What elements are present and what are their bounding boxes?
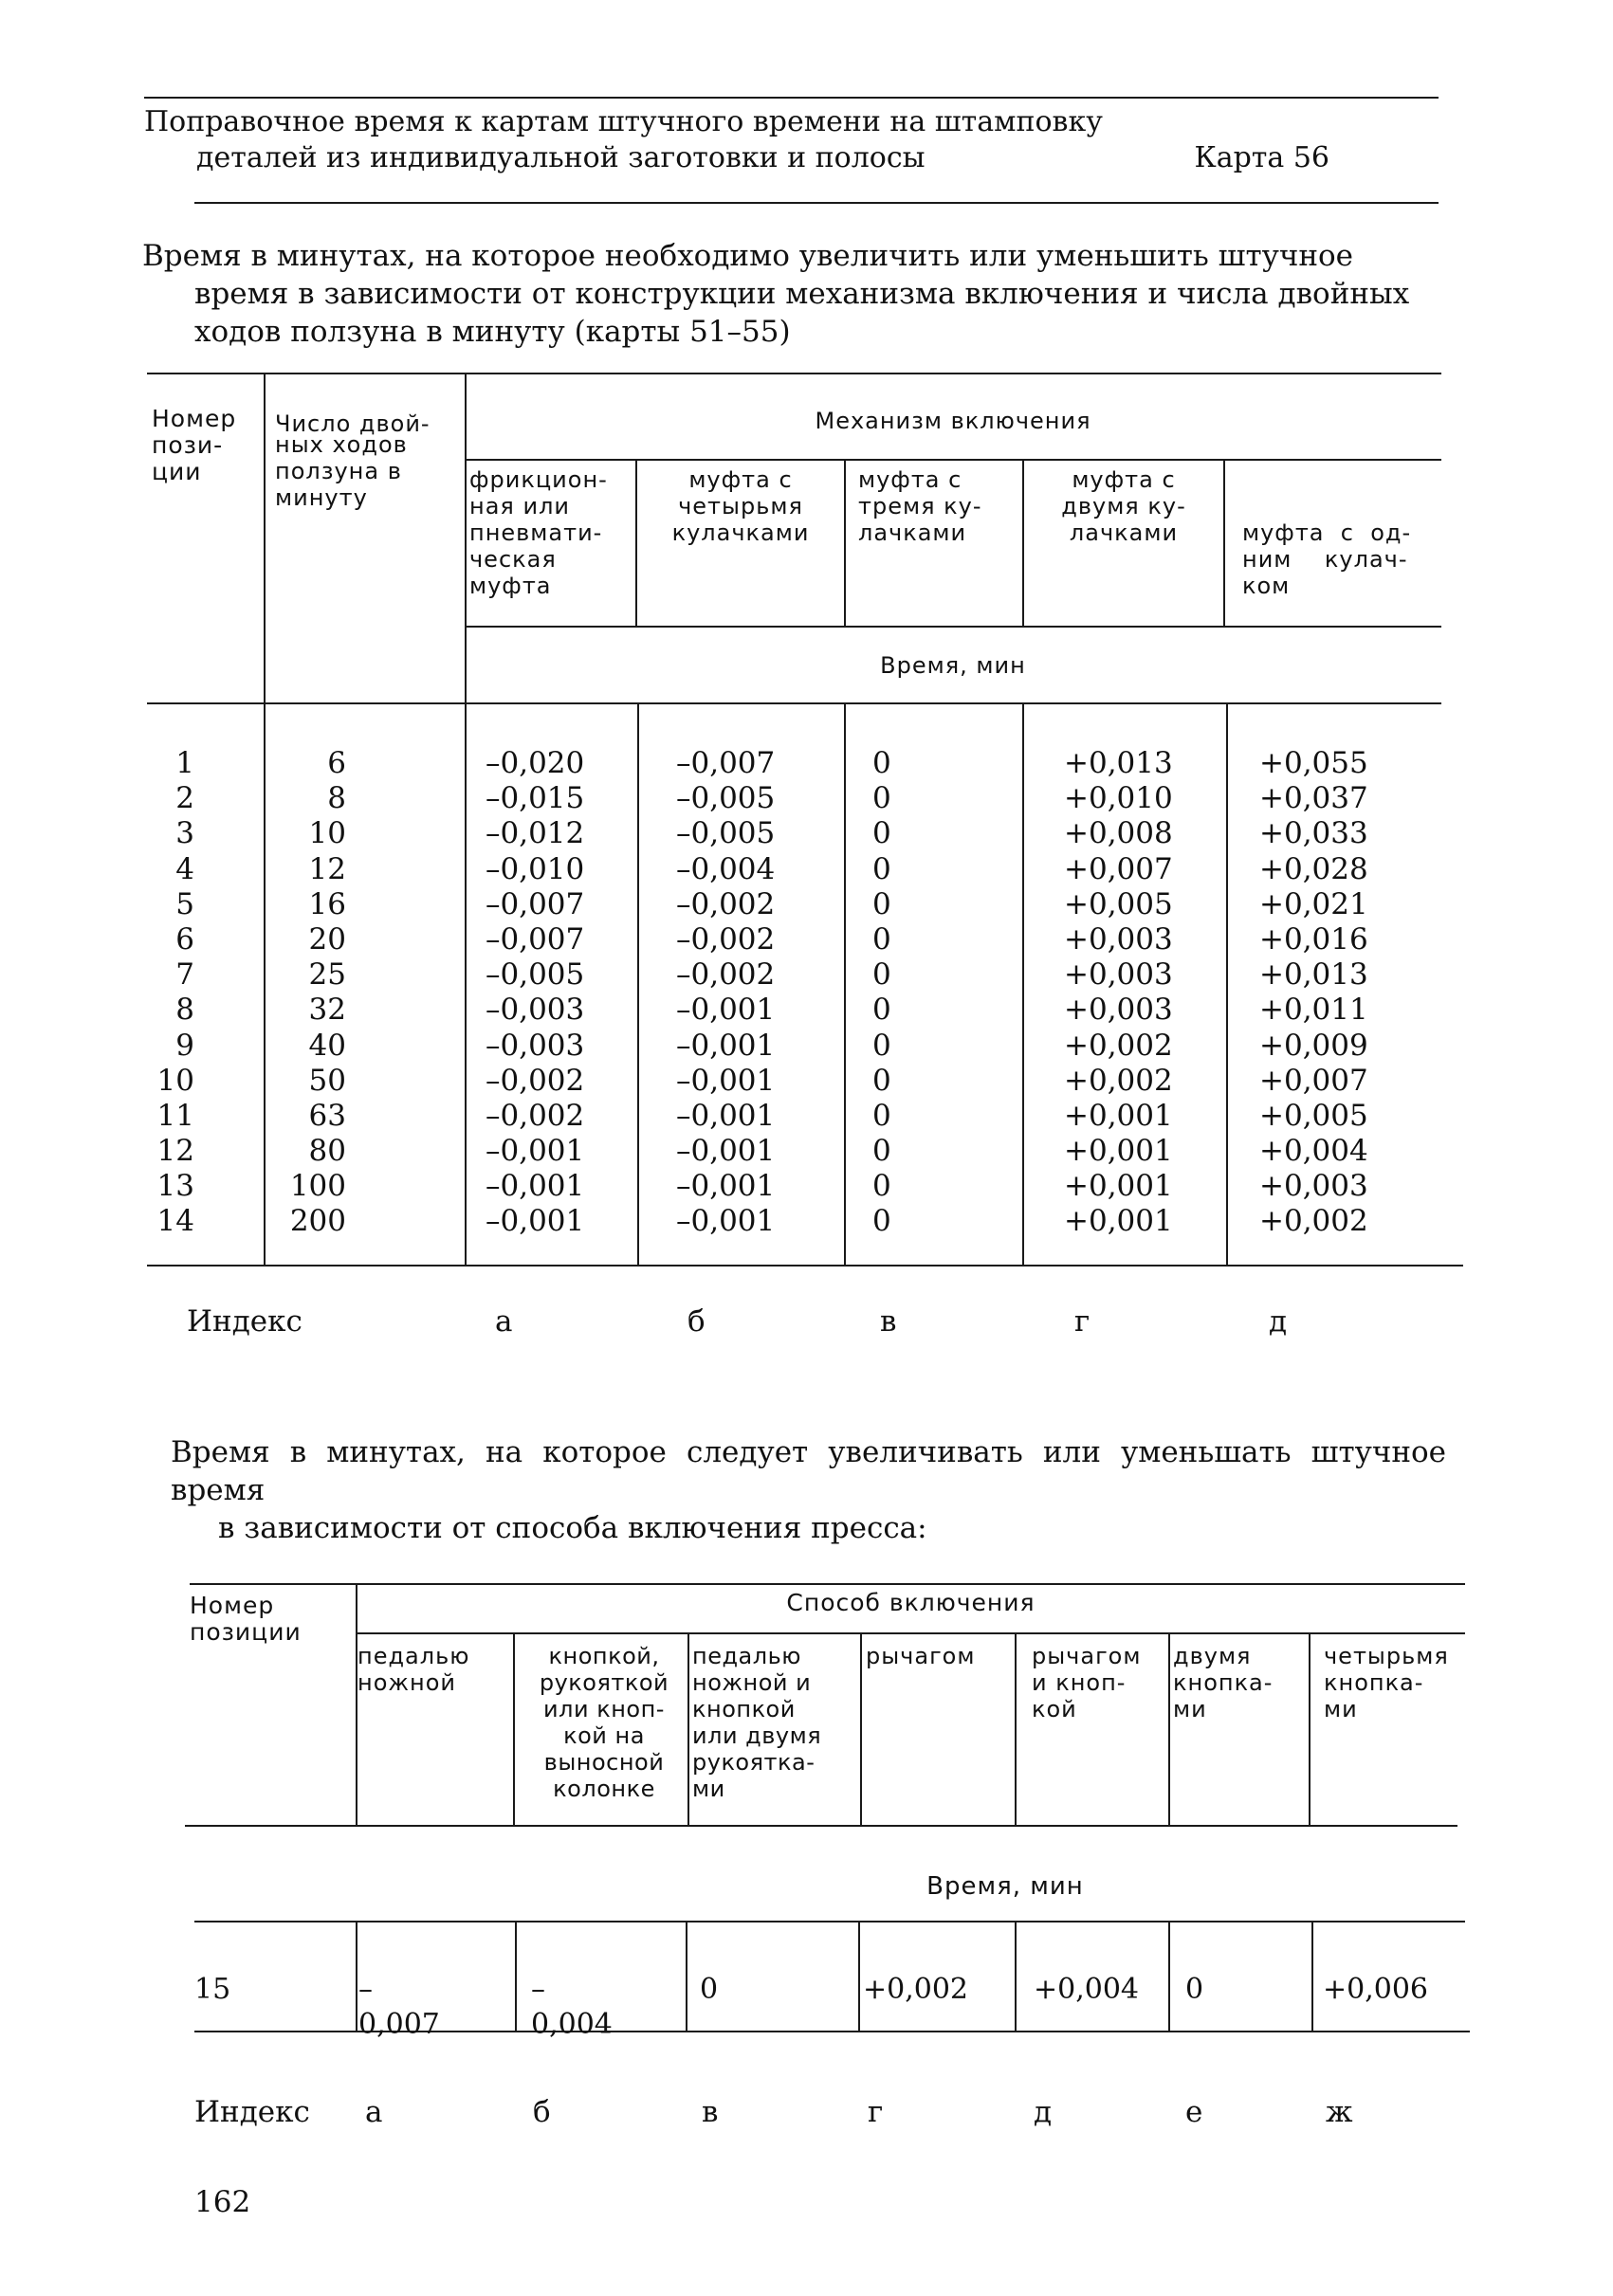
value-three-cams: 0 <box>872 957 891 993</box>
column-three-cams <box>872 746 929 1240</box>
row-position: 2 <box>175 781 194 816</box>
header-strokes: Число двой- ных ходов ползуна в минуту <box>275 410 431 511</box>
value-four-cams: –0,002 <box>676 957 776 993</box>
row-strokes: 200 <box>289 1204 346 1239</box>
row-strokes: 12 <box>308 851 346 886</box>
table1-vline-5b <box>1022 704 1024 1266</box>
index-a-1: а <box>495 1304 513 1339</box>
column-strokes <box>266 746 346 1240</box>
row-position: 8 <box>175 993 194 1028</box>
t2-value-button-handle: –0,004 <box>531 1973 613 2041</box>
value-two-cams: +0,001 <box>1064 1134 1173 1169</box>
row-position: 11 <box>156 1098 194 1133</box>
t2-header-time: Время, мин <box>926 1872 1084 1901</box>
row-strokes: 63 <box>308 1098 346 1133</box>
header-col-b: муфта с четырьмя кулачками <box>671 466 810 546</box>
value-three-cams: 0 <box>872 1063 891 1098</box>
row-position: 14 <box>156 1204 194 1239</box>
index-label-1: Индекс <box>187 1304 302 1339</box>
value-four-cams: –0,001 <box>676 1134 776 1169</box>
value-friction: –0,012 <box>486 816 585 851</box>
table2-vline-3b <box>686 1922 687 2032</box>
row-position: 7 <box>175 957 194 993</box>
value-one-cam: +0,021 <box>1259 886 1368 921</box>
value-four-cams: –0,001 <box>676 1063 776 1098</box>
value-two-cams: +0,007 <box>1064 851 1173 886</box>
card-number: Карта 56 <box>1194 141 1329 174</box>
row-position: 9 <box>175 1028 194 1063</box>
value-four-cams: –0,002 <box>676 921 776 957</box>
section2-intro-line-2: в зависимости от способа включения пресса: <box>218 1511 927 1545</box>
value-two-cams: +0,008 <box>1064 816 1173 851</box>
value-two-cams: +0,001 <box>1064 1204 1173 1239</box>
value-three-cams: 0 <box>872 781 891 816</box>
value-three-cams: 0 <box>872 921 891 957</box>
page-title <box>144 104 1424 176</box>
table1-vline-4b <box>844 704 846 1266</box>
row-position: 5 <box>175 886 194 921</box>
value-one-cam: +0,003 <box>1259 1169 1368 1204</box>
t2-header-col-d: рычагом и кноп- кой <box>1032 1643 1142 1722</box>
index-zh-2: ж <box>1326 2095 1353 2129</box>
column-friction <box>486 746 628 1240</box>
value-friction: –0,005 <box>486 957 585 993</box>
header-bottom-rule <box>194 202 1439 204</box>
t2-header-col-a: педалью ножной <box>357 1643 470 1696</box>
value-friction: –0,001 <box>486 1134 585 1169</box>
t2-header-col-b: кнопкой, рукояткой или кноп- кой на выносной колонке <box>539 1643 669 1802</box>
row-position: 1 <box>175 746 194 780</box>
row-position: 13 <box>156 1169 194 1204</box>
value-one-cam: +0,002 <box>1259 1204 1368 1239</box>
table2-vline-5 <box>1015 1634 1017 1827</box>
value-four-cams: –0,001 <box>676 1204 776 1239</box>
section2-intro-line-1: Время в минутах, на которое следует увеличивать или уменьшать штучное время <box>171 1435 1446 1507</box>
value-three-cams: 0 <box>872 851 891 886</box>
index-d-1: д <box>1269 1304 1288 1339</box>
value-friction: –0,015 <box>486 781 585 816</box>
row-strokes: 16 <box>308 886 346 921</box>
page-number: 162 <box>194 2185 251 2219</box>
column-four-cams <box>676 746 818 1240</box>
index-g-2: г <box>868 2095 884 2129</box>
value-four-cams: –0,005 <box>676 816 776 851</box>
value-friction: –0,002 <box>486 1098 585 1133</box>
row-position: 12 <box>156 1134 194 1169</box>
value-four-cams: –0,007 <box>676 746 776 780</box>
t2-header-col-zh: четырьмя кнопка- ми <box>1324 1643 1449 1722</box>
index-v-1: в <box>880 1304 897 1339</box>
row-strokes: 32 <box>308 993 346 1028</box>
row-strokes: 20 <box>308 921 346 957</box>
value-three-cams: 0 <box>872 1098 891 1133</box>
value-three-cams: 0 <box>872 1204 891 1239</box>
column-one-cam <box>1259 746 1402 1240</box>
index-g-1: г <box>1074 1304 1091 1339</box>
table1-vline-2 <box>465 374 467 1266</box>
table2-vline-4b <box>858 1922 860 2032</box>
value-one-cam: +0,013 <box>1259 957 1368 993</box>
value-two-cams: +0,002 <box>1064 1063 1173 1098</box>
header-time: Время, мин <box>880 652 1026 679</box>
row-strokes: 6 <box>327 746 346 780</box>
value-one-cam: +0,016 <box>1259 921 1368 957</box>
value-one-cam: +0,011 <box>1259 993 1368 1028</box>
value-two-cams: +0,003 <box>1064 921 1173 957</box>
value-friction: –0,007 <box>486 921 585 957</box>
value-one-cam: +0,037 <box>1259 781 1368 816</box>
value-friction: –0,003 <box>486 993 585 1028</box>
table1-head-bottom-rule <box>147 702 1441 704</box>
value-four-cams: –0,001 <box>676 993 776 1028</box>
section1-intro-line-2: время в зависимости от конструкции механизма включения и числа двойных <box>194 277 1410 311</box>
table1-top-rule <box>147 373 1441 374</box>
table2-vline-2 <box>513 1634 515 1827</box>
index-b-1: б <box>687 1304 706 1339</box>
row-strokes: 40 <box>308 1028 346 1063</box>
row-position: 3 <box>175 816 194 851</box>
header-position: Номер пози- ции <box>152 405 237 485</box>
value-one-cam: +0,004 <box>1259 1134 1368 1169</box>
value-four-cams: –0,002 <box>676 886 776 921</box>
table1-vline-6 <box>1223 461 1225 627</box>
row-strokes: 50 <box>308 1063 346 1098</box>
value-friction: –0,003 <box>486 1028 585 1063</box>
row-position: 6 <box>175 921 194 957</box>
t2-header-col-g: рычагом <box>866 1643 976 1669</box>
index-label-2: Индекс <box>194 2095 310 2129</box>
value-one-cam: +0,033 <box>1259 816 1368 851</box>
value-friction: –0,010 <box>486 851 585 886</box>
value-three-cams: 0 <box>872 993 891 1028</box>
value-three-cams: 0 <box>872 1028 891 1063</box>
value-friction: –0,020 <box>486 746 585 780</box>
table2-head-bottom-rule <box>185 1825 1457 1827</box>
table1-vline-4 <box>844 461 846 627</box>
t2-header-col-v: педалью ножной и кнопкой или двумя рукоятка- ми <box>692 1643 822 1802</box>
header-col-d: муфта с од- ним кулач- ком <box>1242 519 1412 599</box>
table2-vline-2b <box>515 1922 517 2032</box>
value-two-cams: +0,013 <box>1064 746 1173 780</box>
row-strokes: 10 <box>308 816 346 851</box>
section1-intro-line-3: ходов ползуна в минуту (карты 51–55) <box>194 315 791 349</box>
value-one-cam: +0,005 <box>1259 1098 1368 1133</box>
title-line-2: деталей из индивидуальной заготовки и полосы <box>196 141 926 174</box>
table2-vline-1b <box>356 1922 357 2032</box>
table2-vline-7b <box>1311 1922 1313 2032</box>
section1-intro <box>142 237 1432 351</box>
value-friction: –0,001 <box>486 1204 585 1239</box>
t2-value-lever: +0,002 <box>863 1973 969 2006</box>
value-two-cams: +0,003 <box>1064 993 1173 1028</box>
header-col-a: фрикцион- ная или пневмати- ческая муфта <box>469 466 608 599</box>
t2-value-four-buttons: +0,006 <box>1323 1973 1429 2006</box>
section2-intro <box>171 1433 1446 1547</box>
table2-group-rule <box>357 1632 1465 1634</box>
t2-value-pedal: –0,007 <box>358 1973 440 2041</box>
value-four-cams: –0,001 <box>676 1098 776 1133</box>
value-four-cams: –0,004 <box>676 851 776 886</box>
row-position: 4 <box>175 851 194 886</box>
table1-group-rule <box>465 459 1441 461</box>
value-four-cams: –0,001 <box>676 1169 776 1204</box>
value-two-cams: +0,002 <box>1064 1028 1173 1063</box>
t2-value-two-buttons: 0 <box>1185 1973 1204 2006</box>
section1-intro-line-1: Время в минутах, на которое необходимо увеличить или уменьшить штучное <box>142 239 1353 273</box>
column-two-cams <box>1064 746 1206 1240</box>
value-four-cams: –0,001 <box>676 1028 776 1063</box>
value-two-cams: +0,001 <box>1064 1169 1173 1204</box>
header-col-g: муфта с двумя ку- лачками <box>1061 466 1186 546</box>
t2-value-pedal-and-button: 0 <box>700 1973 719 2006</box>
index-v-2: в <box>702 2095 719 2129</box>
row-strokes: 100 <box>289 1169 346 1204</box>
value-one-cam: +0,055 <box>1259 746 1368 780</box>
header-mechanism-group: Механизм включения <box>815 408 1091 434</box>
value-friction: –0,007 <box>486 886 585 921</box>
table2-time-rule <box>194 1921 1465 1922</box>
value-two-cams: +0,010 <box>1064 781 1173 816</box>
row-strokes: 8 <box>327 781 346 816</box>
value-three-cams: 0 <box>872 1169 891 1204</box>
value-three-cams: 0 <box>872 1134 891 1169</box>
value-one-cam: +0,009 <box>1259 1028 1368 1063</box>
table2-vline-1 <box>356 1585 357 1827</box>
index-d-2: д <box>1034 2095 1053 2129</box>
table1-vline-3b <box>637 704 639 1266</box>
header-top-rule <box>144 97 1439 99</box>
index-e-2: е <box>1185 2095 1203 2129</box>
column-position <box>142 746 194 1240</box>
value-friction: –0,002 <box>486 1063 585 1098</box>
index-b-2: б <box>533 2095 551 2129</box>
value-four-cams: –0,005 <box>676 781 776 816</box>
row-position: 10 <box>156 1063 194 1098</box>
value-two-cams: +0,003 <box>1064 957 1173 993</box>
value-three-cams: 0 <box>872 816 891 851</box>
table1-vline-6b <box>1226 704 1228 1266</box>
value-friction: –0,001 <box>486 1169 585 1204</box>
value-two-cams: +0,005 <box>1064 886 1173 921</box>
row-strokes: 25 <box>308 957 346 993</box>
row-strokes: 80 <box>308 1134 346 1169</box>
header-col-v: муфта с тремя ку- лачками <box>858 466 982 546</box>
t2-header-col-e: двумя кнопка- ми <box>1173 1643 1274 1722</box>
index-a-2: а <box>365 2095 383 2129</box>
value-two-cams: +0,001 <box>1064 1098 1173 1133</box>
table2-top-rule <box>190 1583 1465 1585</box>
value-one-cam: +0,028 <box>1259 851 1368 886</box>
value-three-cams: 0 <box>872 886 891 921</box>
t2-value-lever-and-button: +0,004 <box>1034 1973 1140 2006</box>
table1-bottom-rule <box>147 1265 1463 1266</box>
title-line-1: Поправочное время к картам штучного времени на штамповку <box>144 105 1103 138</box>
t2-header-position: Номер позиции <box>190 1592 302 1646</box>
t2-header-group: Способ включения <box>786 1589 1036 1616</box>
table2-vline-6b <box>1168 1922 1170 2032</box>
table2-vline-5b <box>1015 1922 1017 2032</box>
t2-row-position: 15 <box>194 1973 231 2006</box>
value-three-cams: 0 <box>872 746 891 780</box>
value-one-cam: +0,007 <box>1259 1063 1368 1098</box>
